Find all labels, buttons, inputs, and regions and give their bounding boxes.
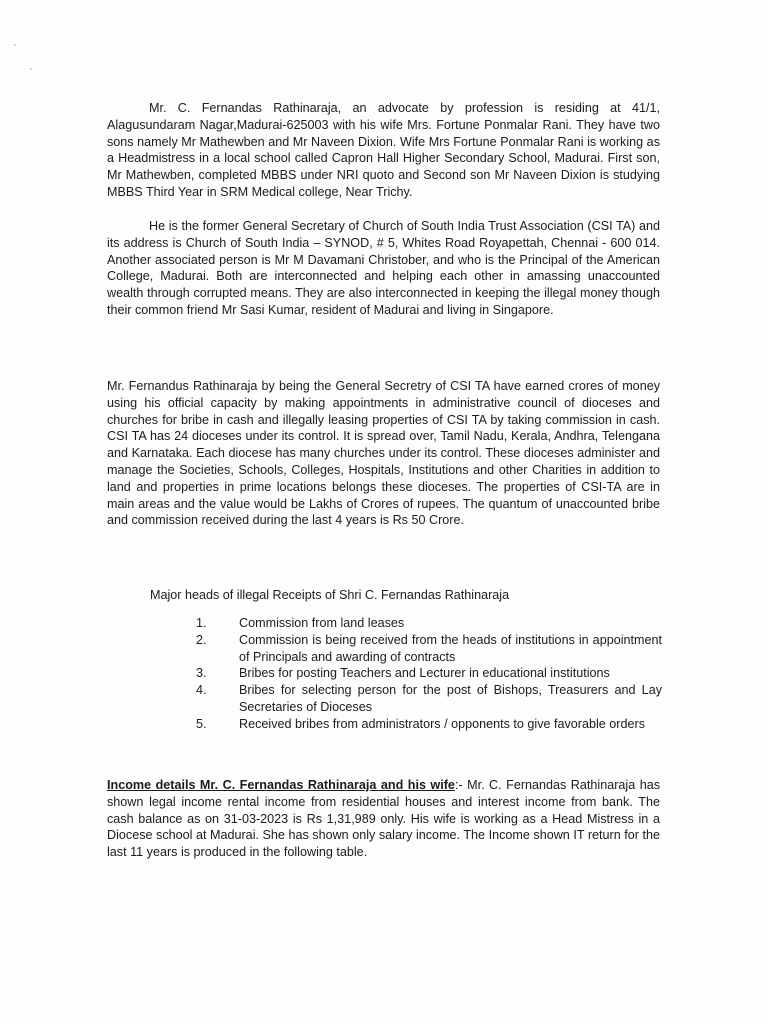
income-heading: Income details Mr. C. Fernandas Rathinaraja and his wife	[107, 778, 455, 792]
major-heads-title: Major heads of illegal Receipts of Shri C. Fernandas Rathinaraja	[150, 588, 510, 602]
list-item-text: Bribes for posting Teachers and Lecturer in educational institutions	[239, 666, 610, 681]
paragraph-family-details: Mr. C. Fernandas Rathinaraja, an advocate by profession is residing at 41/1, Alagusundaram Nagar,Madurai-625003 with his wife Mrs. Fortune Ponmalar Rani. They have two sons namely Mr Mathewben and Mr Naveen Dixion. Wife Mrs Fortune Ponmalar Rani is working as a Headmistress in a local school called Capron Hall Higher Secondary School, Madurai. First son, Mr Mathewben, completed MBBS under NRI quoto and Second son Mr Naveen Dixion is studying MBBS Third Year in SRM Medical college, Near Trichy.	[107, 101, 660, 199]
list-item	[190, 665, 662, 682]
list-item-text: Bribes for selecting person for the post of Bishops, Treasurers and Lay Secretaries of Dioceses	[239, 683, 662, 714]
list-item	[190, 716, 662, 733]
list-item	[190, 615, 662, 632]
scan-speck	[30, 68, 32, 70]
list-item-text: Received bribes from administrators / opponents to give favorable orders	[239, 716, 646, 731]
list-item-text: Commission is being received from the heads of institutions in appointment of Principals and awarding of contracts	[239, 632, 662, 664]
list-item	[190, 632, 662, 666]
paragraph-csi-ta-role: He is the former General Secretary of Church of South India Trust Association (CSI TA) and its address is Church of South India – SYNOD, # 5, Whites Road Royapettah, Chennai - 600 014. Another associated person is Mr M Davamani Christober, and who is the Principal of the American College, Madurai. Both are interconnected and helping each other in amassing unaccounted wealth through corrupted means. They are also interconnected in keeping the illegal money though their common friend Mr Sasi Kumar, resident of Madurai and living in Singapore.	[107, 219, 660, 317]
list-item	[190, 682, 662, 716]
list-item-number: 3.	[196, 666, 207, 681]
list-item-number: 1.	[196, 616, 207, 630]
list-item-text: Commission from land leases	[239, 616, 405, 630]
list-item-number: 2.	[196, 632, 207, 647]
paragraph-income-details	[107, 777, 660, 861]
income-separator: :-	[454, 778, 463, 792]
scan-speck	[14, 44, 16, 46]
list-item-number: 5.	[196, 716, 207, 731]
paragraph-bribe-allegations: Mr. Fernandus Rathinaraja by being the General Secretry of CSI TA have earned crores of money using his official capacity by making appointments in administrative council of dioceses and churches for bribe in cash and illegally leasing properties of CSI TA by taking commission in cash. CSI TA has 24 dioceses under its control. It is spread over, Tamil Nadu, Kerala, Andhra, Telengana and Karnataka. Each diocese has many churches under its control. These dioceses administer and manage the Societies, Schools, Colleges, Hospitals, Institutions and other Charities in addition to land and properties in prime locations belongs these dioceses. The properties of CSI-TA are in main areas and the value would be Lakhs of Crores of rupees. The quantum of unaccounted bribe and commission received during the last 4 years is Rs 50 Crore.	[107, 379, 660, 528]
list-item-number: 4.	[196, 683, 207, 698]
income-body: Mr. C. Fernandas Rathinaraja has shown legal income rental income from residential houses and interest income from bank. The cash balance as on 31-03-2023 is Rs 1,31,989 only. His wife is working as a Head Mistress in a Diocese school at Madurai. She has shown only salary income. The Income shown IT return for the last 11 years is produced in the following table.	[107, 778, 660, 860]
major-heads-list	[190, 615, 662, 733]
